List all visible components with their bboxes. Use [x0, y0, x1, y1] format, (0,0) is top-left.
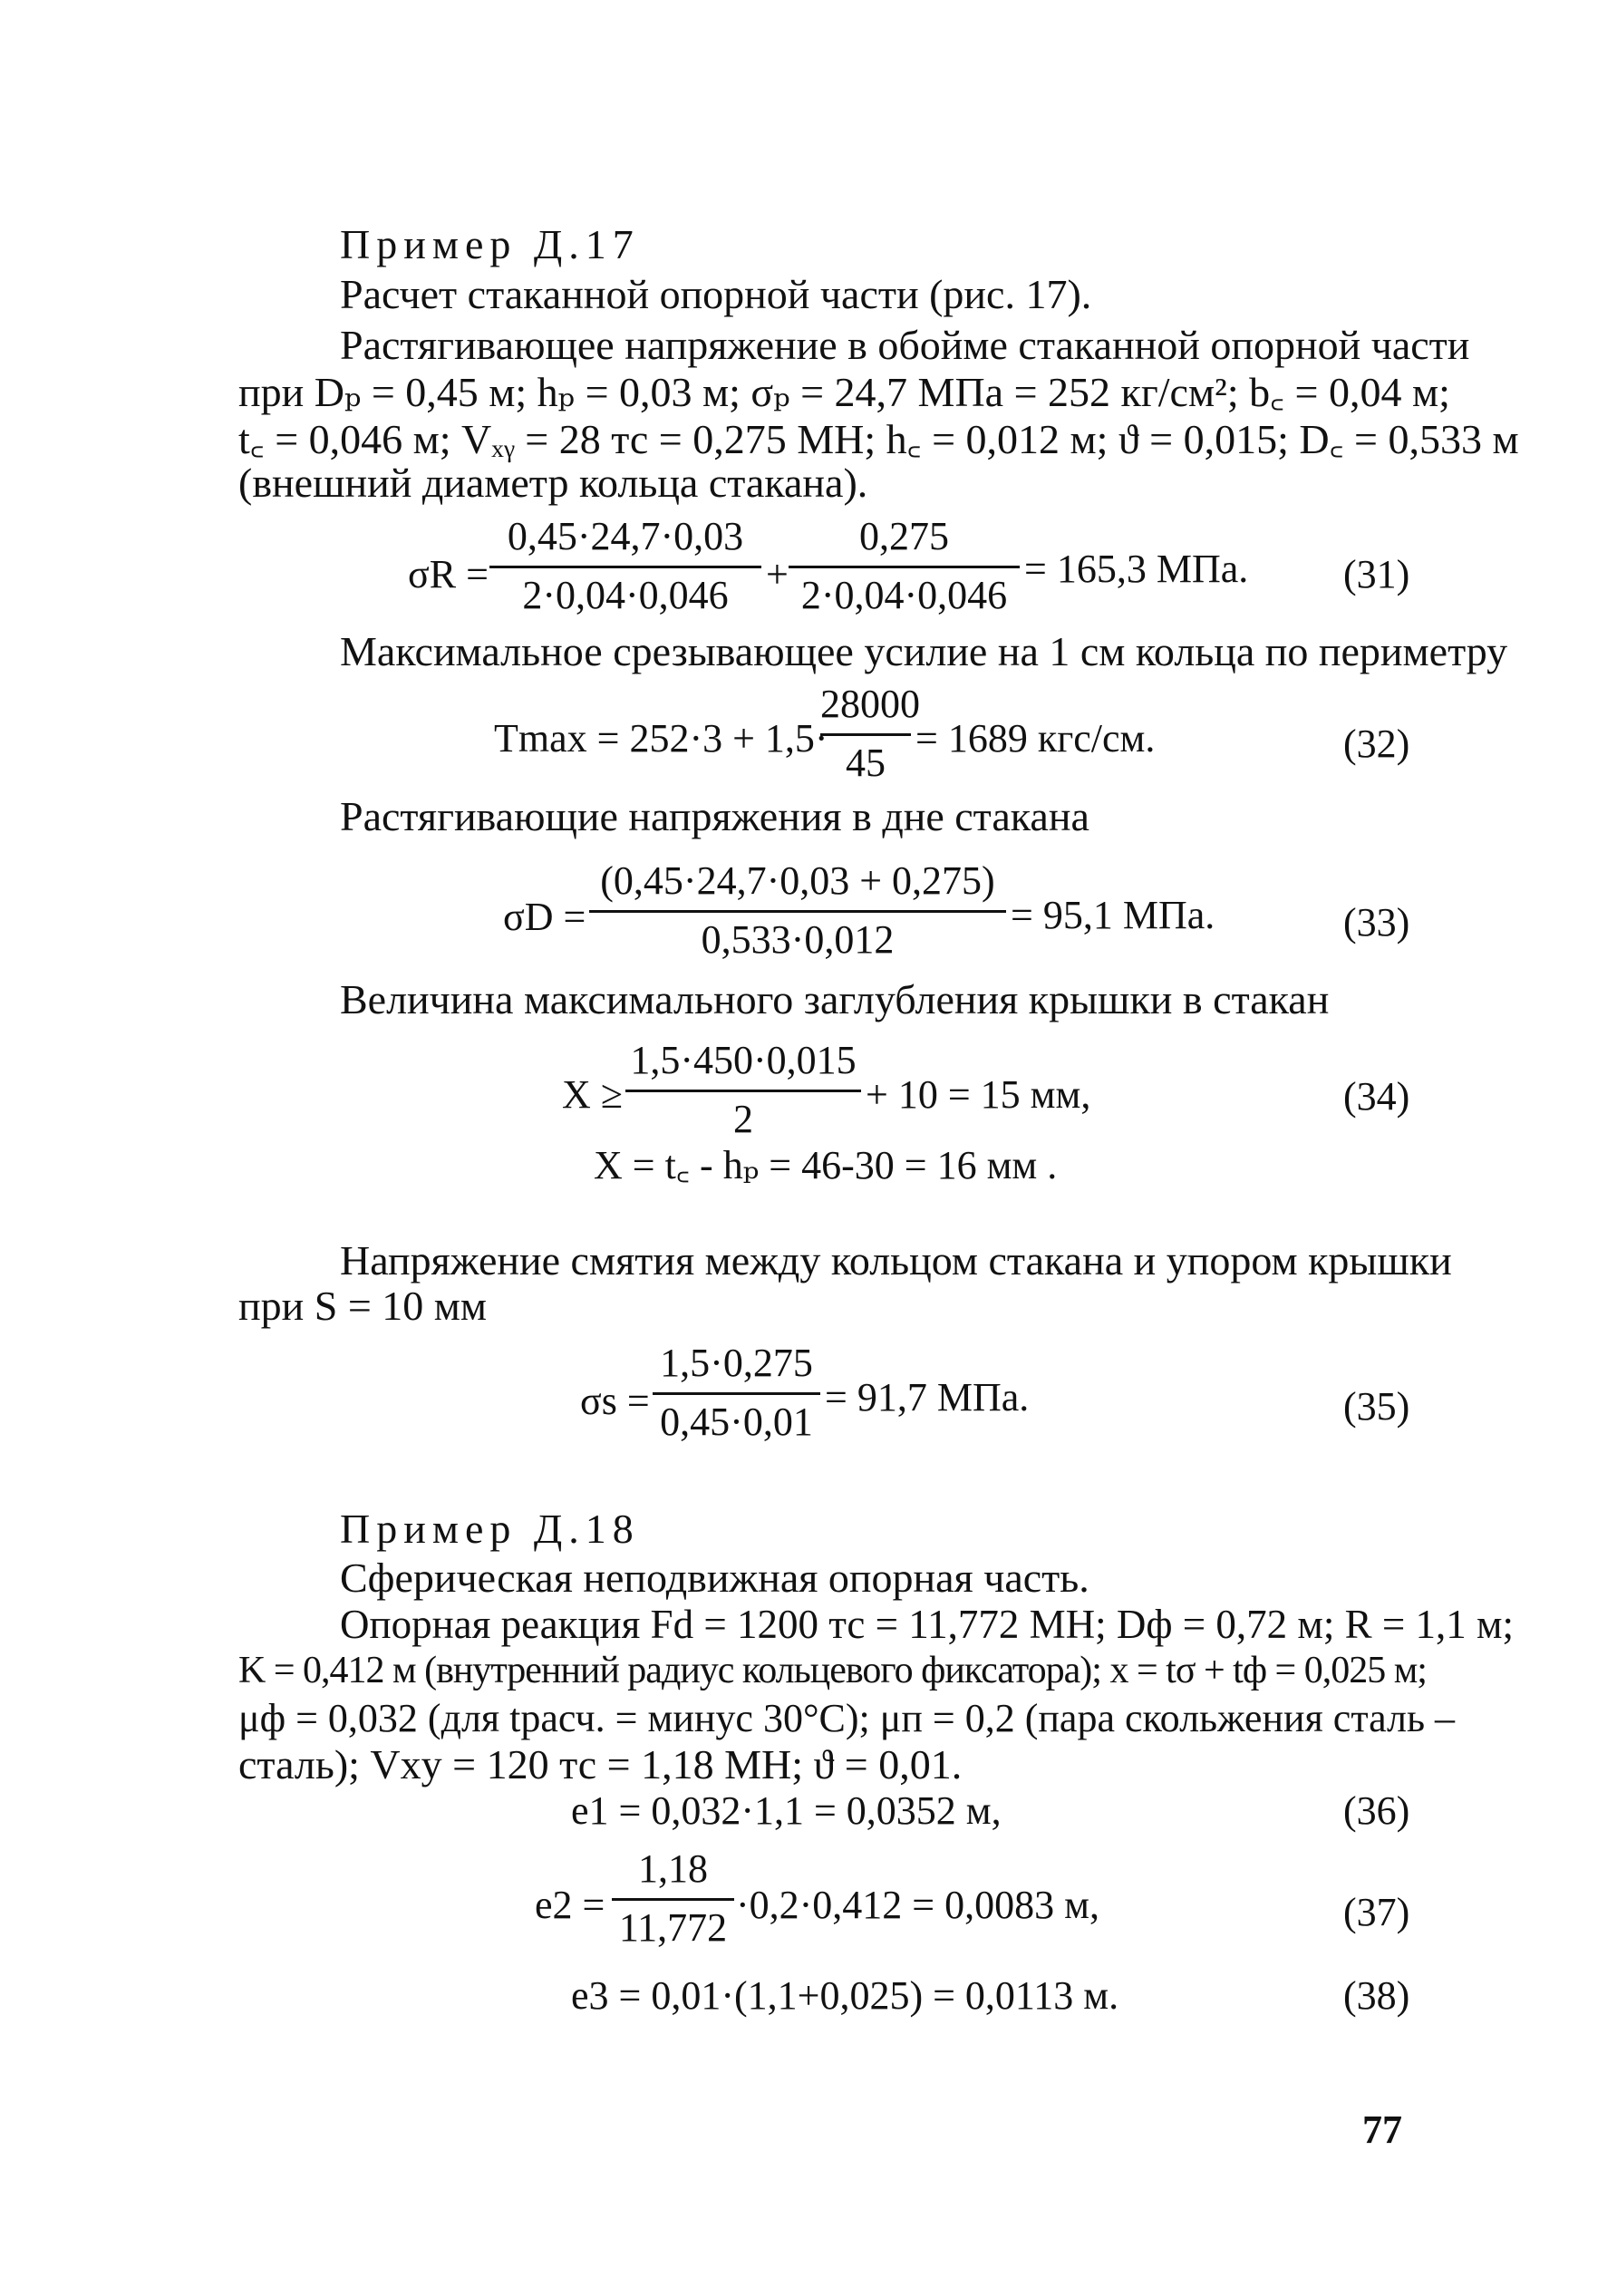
- paragraph-line: Опорная реакция Fd = 1200 тс = 11,772 МН; Dф = 0,72 м; R = 1,1 м;: [340, 1602, 1515, 1647]
- eq32-fraction: [820, 682, 920, 785]
- eq32-lhs: Tmax = 252·3 + 1,5·: [494, 716, 828, 760]
- eq34-rhs: + 10 = 15 мм,: [866, 1072, 1091, 1117]
- eq32-denominator: 45: [846, 741, 886, 785]
- eq37-rhs: ·0,2·0,412 = 0,0083 м,: [736, 1883, 1099, 1927]
- page-number: 77: [1362, 2107, 1402, 2152]
- eq33-number: (33): [1343, 900, 1410, 945]
- paragraph-line: Величина максимального заглубления крышки в стакан: [340, 976, 1330, 1022]
- eq38-number: (38): [1343, 1973, 1410, 2018]
- eq35-denominator: 0,45·0,01: [660, 1400, 813, 1444]
- eq36: e1 = 0,032·1,1 = 0,0352 м,: [571, 1788, 1002, 1833]
- eq31-frac1-numerator: 0,45·24,7·0,03: [489, 517, 761, 568]
- eq37-fraction: [612, 1846, 734, 1950]
- eq31-fraction-1: [489, 514, 761, 617]
- example-title-d18: Сферическая неподвижная опорная часть.: [340, 1555, 1089, 1601]
- eq31-plus: +: [766, 552, 789, 596]
- eq31-fraction-2: [789, 514, 1020, 617]
- eq35-lhs: σs =: [580, 1379, 650, 1423]
- paragraph-line: Растягивающие напряжения в дне стакана: [340, 793, 1089, 839]
- paragraph-line: (внешний диаметр кольца стакана).: [238, 460, 868, 506]
- eq33-denominator: 0,533·0,012: [701, 917, 895, 962]
- eq31-frac2-denominator: 2·0,04·0,046: [800, 573, 1008, 617]
- example-heading-d18: Пример Д.18: [340, 1506, 640, 1552]
- eq35-rhs: = 91,7 МПа.: [825, 1375, 1030, 1419]
- eq31-lhs: σR =: [408, 552, 489, 596]
- eq33-fraction: [589, 858, 1006, 962]
- eq37-numerator: 1,18: [612, 1849, 734, 1901]
- paragraph-line: μф = 0,032 (для tрасч. = минус 30°С); μп = 0,2 (пара скольжения сталь –: [238, 1696, 1456, 1740]
- paragraph-line: K = 0,412 м (внутренний радиус кольцевого фиксатора); x = tσ + tф = 0,025 м;: [238, 1650, 1427, 1691]
- eq35-numerator: 1,5·0,275: [653, 1343, 820, 1395]
- eq34-line2: X = t꜀ - hₚ = 46-30 = 16 мм .: [594, 1143, 1058, 1187]
- eq37-number: (37): [1343, 1890, 1410, 1934]
- eq36-number: (36): [1343, 1788, 1410, 1833]
- eq34-numerator: 1,5·450·0,015: [625, 1041, 861, 1092]
- eq34-fraction: [625, 1038, 861, 1141]
- eq32-rhs: = 1689 кгс/см.: [915, 716, 1156, 760]
- eq33-lhs: σD =: [503, 895, 586, 939]
- paragraph-line: при Dₚ = 0,45 м; hₚ = 0,03 м; σₚ = 24,7 МПа = 252 кг/см²; b꜀ = 0,04 м;: [238, 369, 1450, 415]
- eq31-frac2-numerator: 0,275: [789, 517, 1020, 568]
- eq33-numerator: (0,45·24,7·0,03 + 0,275): [589, 861, 1006, 913]
- eq31-frac1-denominator: 2·0,04·0,046: [522, 573, 729, 617]
- example-title-d17: Расчет стаканной опорной части (рис. 17).: [340, 271, 1092, 317]
- paragraph-line: при S = 10 мм: [238, 1283, 487, 1329]
- eq35-number: (35): [1343, 1384, 1410, 1429]
- eq34-denominator: 2: [733, 1097, 753, 1141]
- paragraph-line: Растягивающее напряжение в обойме стаканной опорной части: [340, 322, 1470, 368]
- eq38: e3 = 0,01·(1,1+0,025) = 0,0113 м.: [571, 1973, 1119, 2018]
- eq35-fraction: [653, 1343, 820, 1442]
- eq34-lhs: X ≥: [562, 1072, 623, 1117]
- paragraph-line: Максимальное срезывающее усилие на 1 см кольца по периметру: [340, 628, 1508, 674]
- eq31-number: (31): [1343, 552, 1410, 596]
- eq32-numerator: 28000: [820, 684, 911, 736]
- eq34-number: (34): [1343, 1074, 1410, 1119]
- eq31-rhs: = 165,3 МПа.: [1024, 547, 1249, 591]
- paragraph-line: Напряжение смятия между кольцом стакана и упором крышки: [340, 1237, 1452, 1284]
- paragraph-line: сталь); Vxy = 120 тс = 1,18 МН; ϑ = 0,01.: [238, 1741, 963, 1787]
- example-heading-d17: Пример Д.17: [340, 221, 640, 267]
- eq37-lhs: e2 =: [535, 1883, 605, 1927]
- eq32-number: (32): [1343, 722, 1410, 766]
- eq33-rhs: = 95,1 МПа.: [1011, 893, 1215, 937]
- eq37-denominator: 11,772: [618, 1905, 728, 1950]
- paragraph-line: t꜀ = 0,046 м; Vₓᵧ = 28 тс = 0,275 МН; h꜀ = 0,012 м; ϑ = 0,015; D꜀ = 0,533 м: [238, 416, 1519, 462]
